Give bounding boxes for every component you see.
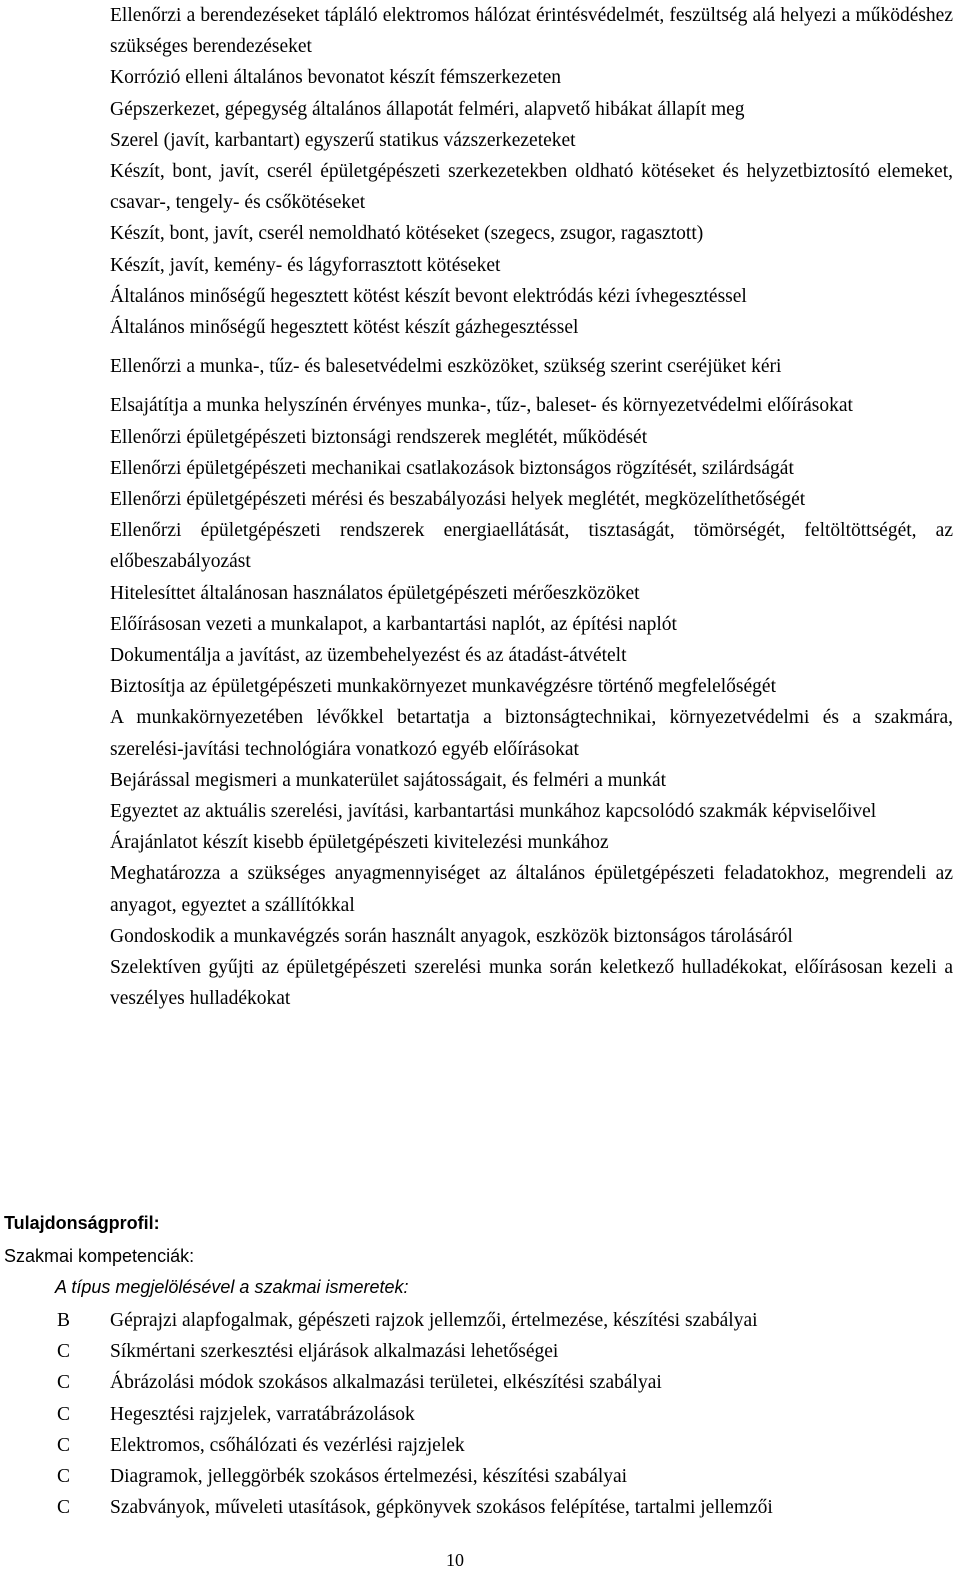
- knowledge-type-code: C: [57, 1372, 71, 1394]
- task-item: Szerel (javít, karbantart) egyszerű statikus vázszerkezeteket: [110, 129, 576, 151]
- knowledge-text: Szabványok, műveleti utasítások, gépkönyvek szokásos felépítése, tartalmi jellemzői: [110, 1497, 773, 1519]
- task-item: Készít, javít, kemény- és lágyforrasztott kötéseket: [110, 254, 501, 276]
- task-item: Meghatározza a szükséges anyagmennyiséget az általános épületgépészeti feladatokhoz, megrendeli az anyagot, egyeztet a szállítókkal: [110, 863, 953, 916]
- knowledge-type-code: C: [57, 1434, 71, 1456]
- task-item: Gépszerkezet, gépegység általános állapotát felméri, alapvető hibákat állapít meg: [110, 98, 745, 120]
- knowledge-text: Géprajzi alapfogalmak, gépészeti rajzok jellemzői, értelmezése, készítési szabályai: [110, 1310, 758, 1331]
- section-heading: Tulajdonságprofil:: [4, 1213, 160, 1233]
- task-item: Általános minőségű hegesztett kötést készít bevont elektródás kézi ívhegesztéssel: [110, 285, 747, 307]
- task-item: Hitelesíttet általánosan használatos épületgépészeti mérőeszközöket: [110, 582, 640, 604]
- task-item: Ellenőrzi a berendezéseket tápláló elektromos hálózat érintésvédelmét, feszültség alá helyezi a működéshez szükséges berendezéseket: [110, 5, 953, 58]
- task-list: [110, 0, 953, 1015]
- knowledge-item: [0, 1399, 960, 1430]
- knowledge-text: Hegesztési rajzjelek, varratábrázolások: [110, 1403, 415, 1425]
- task-item: Bejárással megismeri a munkaterület sajátosságait, és felméri a munkát: [110, 769, 667, 791]
- task-item: Készít, bont, javít, cserél épületgépészeti szerkezetekben oldható kötéseket és helyzetbiztosító elemeket, csavar-, tengely- és csőkötéseket: [110, 161, 953, 214]
- task-item: Árajánlatot készít kisebb épületgépészeti kivitelezési munkához: [110, 832, 609, 854]
- task-item: Ellenőrzi a munka-, tűz- és balesetvédelmi eszközöket, szükség szerint cseréjüket kéri: [110, 356, 782, 378]
- knowledge-item: [0, 1367, 960, 1398]
- knowledge-type-code: C: [57, 1465, 71, 1487]
- task-item: Készít, bont, javít, cserél nemoldható kötéseket (szegecs, zsugor, ragasztott): [110, 223, 704, 245]
- knowledge-type-code: C: [57, 1403, 71, 1425]
- knowledge-item: [0, 1305, 960, 1336]
- knowledge-heading: A típus megjelölésével a szakmai ismeretek:: [55, 1277, 409, 1297]
- knowledge-item: [0, 1430, 960, 1461]
- task-item: Ellenőrzi épületgépészeti mechanikai csatlakozások biztonságos rögzítését, szilárdságát: [110, 457, 794, 479]
- knowledge-text: Diagramok, jelleggörbék szokásos értelmezési, készítési szabályai: [110, 1465, 628, 1487]
- knowledge-item: [0, 1336, 960, 1367]
- knowledge-text: Síkmértani szerkesztési eljárások alkalmazási lehetőségei: [110, 1341, 559, 1363]
- task-item: A munkakörnyezetében lévőkkel betartatja a biztonságtechnikai, környezetvédelmi és a szakmára, szerelési-javítási technológiára vonatkozó egyéb előírásokat: [110, 707, 953, 760]
- knowledge-text: Ábrázolási módok szokásos alkalmazási területei, elkészítési szabályai: [110, 1372, 662, 1394]
- knowledge-type-code: C: [57, 1341, 71, 1363]
- knowledge-type-code: B: [57, 1310, 71, 1331]
- task-item: Egyeztet az aktuális szerelési, javítási, karbantartási munkához kapcsolódó szakmák képviselőivel: [110, 801, 877, 823]
- task-item: Ellenőrzi épületgépészeti rendszerek energiaellátását, tisztaságát, tömörségét, feltöltöttségét, az előbeszabályozást: [110, 520, 953, 573]
- task-item: Gondoskodik a munkavégzés során használt anyagok, eszközök biztonságos tárolásáról: [110, 925, 793, 947]
- knowledge-item: [0, 1461, 960, 1492]
- task-item: Szelektíven gyűjti az épületgépészeti szerelési munka során keletkező hulladékokat, előírásosan kezeli a veszélyes hulladékokat: [110, 957, 953, 1010]
- task-item: Korrózió elleni általános bevonatot készít fémszerkezeten: [110, 67, 562, 89]
- task-item: Általános minőségű hegesztett kötést készít gázhegesztéssel: [110, 317, 579, 339]
- page-number: 10: [446, 1550, 464, 1570]
- knowledge-item: [0, 1492, 960, 1523]
- task-item: Ellenőrzi épületgépészeti mérési és beszabályozási helyek meglétét, megközelíthetőségét: [110, 489, 806, 511]
- task-item: Elsajátítja a munka helyszínén érvényes munka-, tűz-, baleset- és környezetvédelmi előírásokat: [110, 395, 853, 417]
- knowledge-text: Elektromos, csőhálózati és vezérlési rajzjelek: [110, 1434, 465, 1456]
- section-subheading: Szakmai kompetenciák:: [4, 1246, 195, 1266]
- knowledge-list: [0, 1305, 960, 1523]
- task-item: Dokumentálja a javítást, az üzembehelyezést és az átadást-átvételt: [110, 645, 627, 667]
- task-item: Ellenőrzi épületgépészeti biztonsági rendszerek meglétét, működését: [110, 426, 648, 448]
- task-item: Előírásosan vezeti a munkalapot, a karbantartási naplót, az építési naplót: [110, 613, 677, 635]
- task-item: Biztosítja az épületgépészeti munkakörnyezet munkavégzésre történő megfelelőségét: [110, 676, 776, 698]
- knowledge-type-code: C: [57, 1497, 71, 1519]
